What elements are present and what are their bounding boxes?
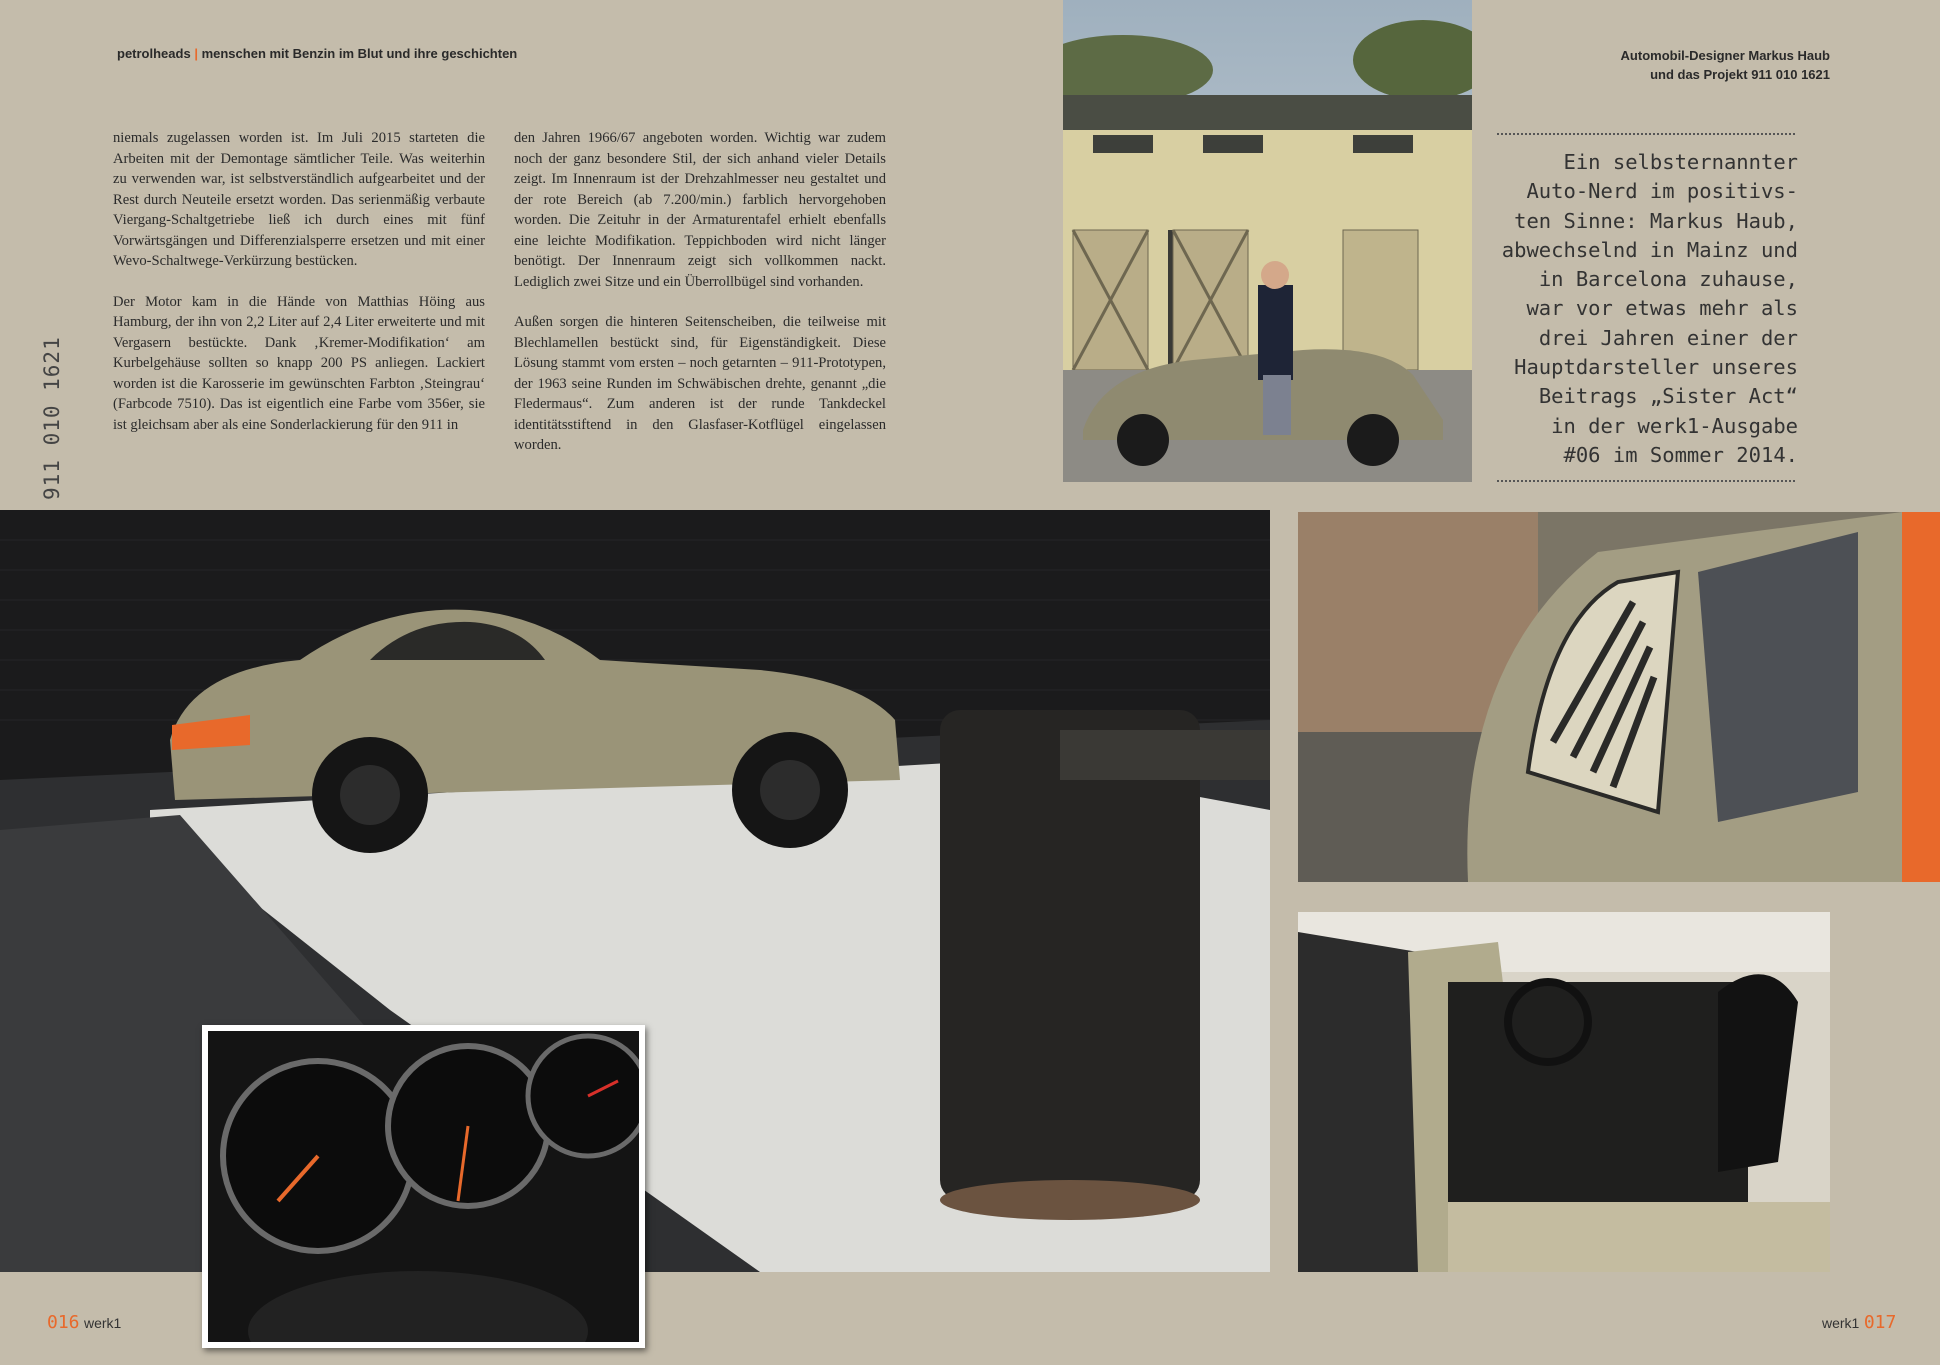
paragraph: Außen sorgen die hinteren Seitenscheiben, die teilweise mit Blechlamellen bestückt sind, für Eigenständigkeit. Diese Lösung stammt vom ersten – noch getarnten – 911-Prototypen, der 1963 seine Runden im Schwäbischen drehte, genannt „die Fledermaus“. Zum anderen ist der runde Tankdeckel identitätsstiftend in den Glasfaser-Kotflügel eingelassen worden. (514, 314, 886, 453)
paragraph: niemals zugelassen worden ist. Im Juli 2015 starteten die Arbeiten mit der Demontage sämtlicher Teile. Was weiterhin zu verwenden war, ist selbstverständlich aufgearbeitet und der Rest durch Neuteile ersetzt worden. Das serienmäßig verbaute Viergang-Schaltgetriebe ließ ich durch eines mit fünf Vorwärtsgängen und Differenzialsperre ersetzen und mit einer Wevo-Schaltwege-Verkürzung bestücken. (113, 130, 485, 269)
quote-line: in der werk1-Ausgabe (1551, 413, 1798, 438)
folio-right (1822, 1312, 1896, 1333)
page-number-left: 016 (47, 1312, 80, 1333)
brand-right: werk1 (1822, 1315, 1860, 1331)
quote-line: Ein selbsternannter (1563, 150, 1798, 174)
section-subtitle: menschen mit Benzin im Blut und ihre geschichten (201, 46, 518, 61)
interior-photo (1298, 912, 1830, 1272)
header-right (1560, 46, 1830, 84)
folio-left (47, 1312, 121, 1333)
header-separator: | (194, 46, 198, 61)
paragraph: den Jahren 1966/67 angeboten worden. Wichtig war zudem noch der ganz besondere Stil, der sich anhand vieler Details zeigt. Im Innenraum ist der Drehzahlmesser neu gestaltet und der rote Bereich (ab 7.200/min.) farblich hervorgehoben worden. Die Zeituhr in der Armaturentafel erhielt ebenfalls eine leichte Modifikation. Teppichboden wird nicht länger benötigt. Der Innenraum zeigt sich vollkommen nackt. Lediglich zwei Sitze und ein Überrollbügel sind vorhanden. (514, 130, 886, 290)
text-column-2 (514, 128, 886, 476)
brand-left: werk1 (83, 1315, 122, 1331)
header-left (117, 46, 517, 61)
section-title: petrolheads (117, 46, 191, 61)
portrait-photo (1063, 0, 1472, 482)
quote-line: ten Sinne: Markus Haub, (1514, 208, 1798, 233)
vertical-project-number: 911 010 1621 (40, 336, 64, 500)
quote-line: Auto-Nerd im positivs- (1526, 179, 1798, 204)
quote-line: war vor etwas mehr als (1526, 296, 1798, 321)
accent-bar (1902, 512, 1940, 882)
quote-line: in Barcelona zuhause, (1538, 267, 1798, 292)
window-louvers-photo (1298, 512, 1902, 882)
quote-line: #06 im Sommer 2014. (1563, 442, 1798, 467)
gauges-inset-photo (202, 1025, 645, 1348)
paragraph: Der Motor kam in die Hände von Matthias Höing aus Hamburg, der ihn von 2,2 Liter auf 2,4 Liter erweiterte und mit Vergasern bestückte. Dank ‚Kremer-Modifikation‘ am Kurbelgehäuse sollten so knapp 200 PS anliegen. Lackiert worden ist die Karosserie im gewünschten Farbton ‚Steingrau‘ (Farbcode 7510). Das ist eigentlich eine Farbe vom 356er, sie ist gleichsam aber als eine Sonderlackierung für den 911 in (113, 293, 485, 433)
quote-line: abwechselnd in Mainz und (1501, 237, 1798, 262)
text-column-1 (113, 128, 485, 455)
page-number-right: 017 (1863, 1312, 1897, 1333)
pull-quote (1440, 148, 1798, 470)
quote-line: Hauptdarsteller unseres (1514, 355, 1798, 380)
quote-divider-top (1497, 133, 1795, 135)
quote-divider-bottom (1497, 480, 1795, 482)
header-right-line2: und das Projekt 911 010 1621 (1650, 67, 1830, 82)
header-right-line1: Automobil-Designer Markus Haub (1620, 48, 1830, 63)
quote-line: drei Jahren einer der (1538, 325, 1798, 350)
quote-line: Beitrags „Sister Act“ (1538, 384, 1798, 409)
